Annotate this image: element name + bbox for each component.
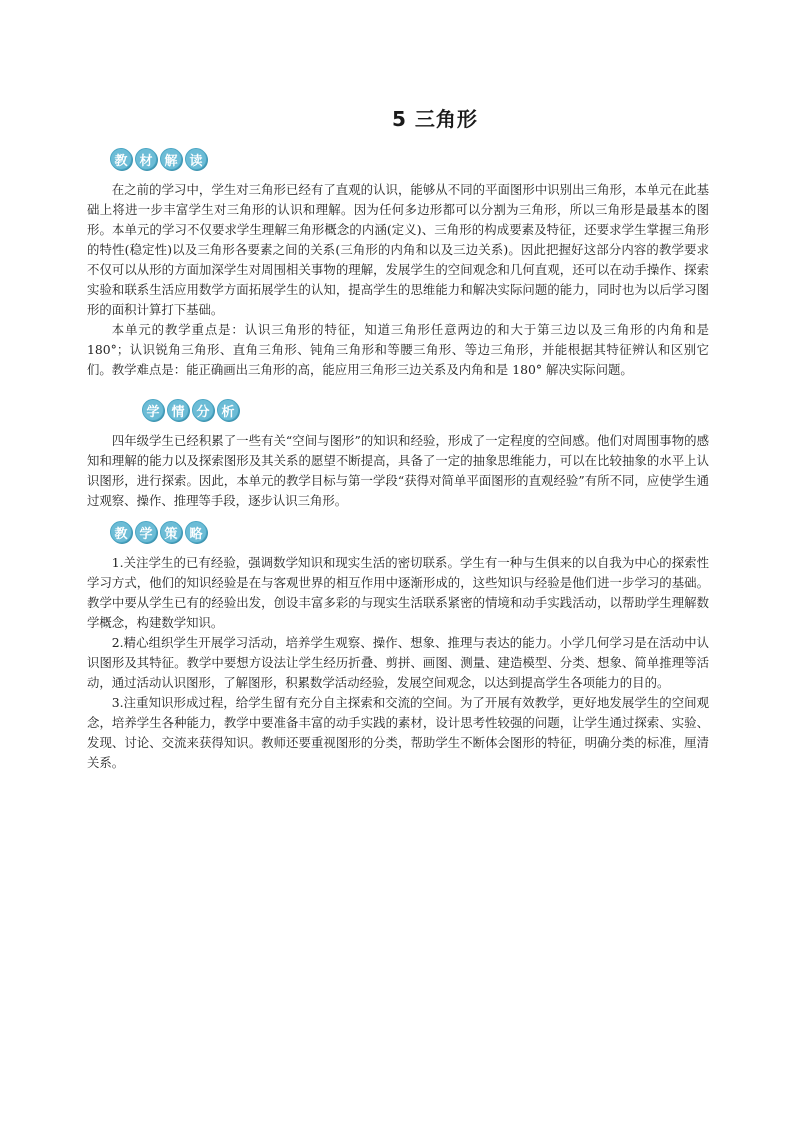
page-title: 5 三角形: [392, 107, 478, 131]
heading-char: 读: [185, 148, 207, 170]
heading-char: 材: [135, 148, 157, 170]
paragraph: 1.关注学生的已有经验，强调数学知识和现实生活的密切联系。学生有一种与生俱来的以自我为中心的探索性学习方式，他们的知识经验是在与客观世界的相互作用中逐渐形成的，这些知识与经验是他们进一步学习的基础。教学中要从学生已有的经验出发，创设丰富多彩的与现实生活联系紧密的情境和动手实践活动，以帮助学生理解数学概念，构建数学知识。: [87, 555, 709, 630]
paragraph: 2.精心组织学生开展学习活动，培养学生观察、操作、想象、推理与表达的能力。小学几何学习是在活动中认识图形及其特征。教学中要想方设法让学生经历折叠、剪拼、画图、测量、建造模型、分类、想象、简单推理等活动，通过活动认识图形，了解图形，积累数学活动经验，发展空间观念，以达到提高学生各项能力的目的。: [87, 635, 709, 690]
section-body-student-analysis: [87, 431, 709, 511]
heading-char: 情: [167, 399, 189, 421]
paragraph: 在之前的学习中，学生对三角形已经有了直观的认识，能够从不同的平面图形中识别出三角形，本单元在此基础上将进一步丰富学生对三角形的认识和理解。因为任何多边形都可以分割为三角形，所以三角形是最基本的图形。本单元的学习不仅要求学生理解三角形概念的内涵(定义)、三角形的构成要素及特征，还要求学生掌握三角形的特性(稳定性)以及三角形各要素之间的关系(三角形的内角和以及三边关系)。因此把握好这部分内容的教学要求不仅可以从形的方面加深学生对周围相关事物的理解，发展学生的空间观念和几何直观，还可以在动手操作、探索实验和联系生活应用数学方面拓展学生的认知，提高学生的思维能力和解决实际问题的能力，同时也为以后学习图形的面积计算打下基础。: [87, 182, 709, 317]
heading-char: 教: [110, 148, 132, 170]
heading-char: 解: [160, 148, 182, 170]
heading-char: 策: [160, 521, 182, 543]
heading-char: 学: [135, 521, 157, 543]
paragraph: 3.注重知识形成过程，给学生留有充分自主探索和交流的空间。为了开展有效教学，更好地发展学生的空间观念，培养学生各种能力，教学中要准备丰富的动手实践的素材，设计思考性较强的问题，让学生通过探索、实验、发现、讨论、交流来获得知识。教师还要重视图形的分类，帮助学生不断体会图形的特征，明确分类的标准，厘清关系。: [87, 695, 709, 770]
section-heading-student-analysis: [142, 398, 239, 422]
heading-char: 分: [192, 399, 214, 421]
section-body-textbook-reading: [87, 180, 709, 380]
paragraph: 本单元的教学重点是：认识三角形的特征，知道三角形任意两边的和大于第三边以及三角形的内角和是180°；认识锐角三角形、直角三角形、钝角三角形和等腰三角形、等边三角形，并能根据其特征辨认和区别它们。教学难点是：能正确画出三角形的高，能应用三角形三边关系及内角和是 180° 解决实际问题。: [87, 322, 709, 377]
paragraph: 四年级学生已经积累了一些有关“空间与图形”的知识和经验，形成了一定程度的空间感。他们对周围事物的感知和理解的能力以及探索图形及其关系的愿望不断提高，具备了一定的抽象思维能力，可以在比较抽象的水平上认识图形，进行探索。因此，本单元的教学目标与第一学段“获得对简单平面图形的直观经验”有所不同，应使学生通过观察、操作、推理等手段，逐步认识三角形。: [87, 433, 709, 508]
heading-char: 析: [217, 399, 239, 421]
heading-char: 学: [142, 399, 164, 421]
section-heading-teaching-strategy: [110, 520, 207, 544]
section-body-teaching-strategy: [87, 553, 709, 773]
heading-char: 略: [185, 521, 207, 543]
heading-char: 教: [110, 521, 132, 543]
section-heading-textbook-reading: [110, 147, 207, 171]
